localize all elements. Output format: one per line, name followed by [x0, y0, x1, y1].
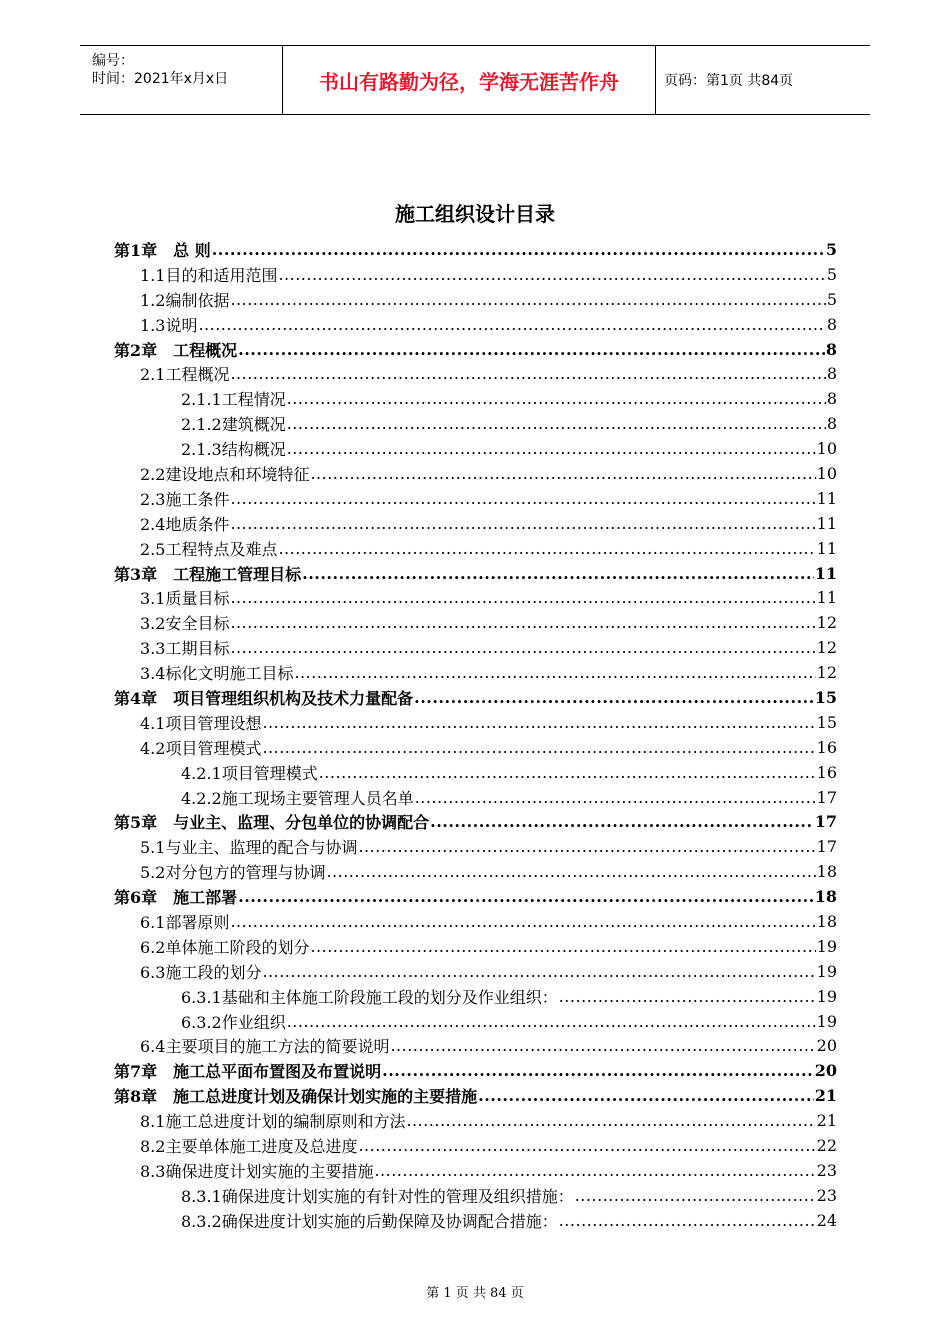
toc-entry-page: 10	[816, 439, 837, 459]
toc-leader-dots	[559, 987, 816, 1006]
toc-entry[interactable]	[114, 386, 837, 411]
toc-entry-page: 11	[814, 563, 837, 583]
toc-entry-text: 2.2建设地点和环境特征	[140, 464, 310, 484]
toc-entry[interactable]	[114, 1108, 837, 1133]
toc-entry-page: 11	[816, 538, 837, 558]
toc-leader-dots	[430, 812, 814, 831]
toc-entry-page: 20	[816, 1036, 837, 1056]
toc-leader-dots	[406, 1111, 815, 1130]
toc-leader-dots	[319, 763, 816, 782]
toc-entry-text: 5.1与业主、监理的配合与协调	[140, 838, 358, 858]
toc-leader-dots	[382, 1061, 814, 1080]
toc-entry[interactable]	[114, 1158, 837, 1183]
toc-entry[interactable]	[114, 312, 837, 337]
toc-entry[interactable]	[114, 1183, 837, 1208]
toc-entry-page: 8	[826, 414, 837, 434]
toc-leader-dots	[230, 638, 815, 657]
toc-entry-page: 5	[826, 264, 837, 284]
toc-leader-dots	[212, 240, 825, 259]
toc-leader-dots	[230, 489, 815, 508]
document-title: 施工组织设计目录	[395, 202, 555, 226]
toc-leader-dots	[230, 290, 825, 309]
toc-entry[interactable]	[114, 685, 837, 710]
toc-entry-page: 16	[816, 737, 837, 757]
toc-entry[interactable]	[114, 984, 837, 1009]
toc-leader-dots	[230, 912, 815, 931]
toc-leader-dots	[287, 439, 816, 458]
toc-leader-dots	[478, 1086, 814, 1105]
toc-entry[interactable]	[114, 1083, 837, 1108]
toc-entry[interactable]	[114, 411, 837, 436]
toc-leader-dots	[287, 414, 826, 433]
toc-entry-text: 2.1.2建筑概况	[181, 415, 286, 435]
toc-entry-text: 8.3.2确保进度计划实施的后勤保障及协调配合措施：	[181, 1211, 558, 1231]
toc-entry-page: 8	[826, 364, 837, 384]
toc-entry[interactable]	[114, 735, 837, 760]
toc-leader-dots	[238, 340, 825, 359]
toc-entry-text: 6.3施工段的划分	[140, 962, 262, 982]
toc-entry-page: 20	[814, 1061, 837, 1081]
toc-leader-dots	[310, 937, 815, 956]
toc-entry-text: 4.2.2施工现场主要管理人员名单	[181, 788, 414, 808]
toc-entry-page: 16	[816, 762, 837, 782]
toc-leader-dots	[310, 464, 815, 483]
toc-entry-page: 17	[816, 787, 837, 807]
toc-entry-page: 24	[816, 1210, 837, 1230]
toc-entry-page: 15	[816, 712, 837, 732]
toc-entry-text: 3.2安全目标	[140, 614, 230, 634]
toc-leader-dots	[390, 1036, 815, 1055]
toc-entry[interactable]	[114, 461, 837, 486]
toc-entry[interactable]	[114, 710, 837, 735]
toc-entry-text: 8.2主要单体施工进度及总进度	[140, 1137, 358, 1156]
toc-entry[interactable]	[114, 959, 837, 984]
toc-entry[interactable]	[114, 635, 837, 660]
toc-leader-dots	[575, 1186, 816, 1205]
toc-entry-text: 2.1工程概况	[140, 365, 230, 385]
header-page-info: 页码：第1页 共84页	[664, 73, 794, 89]
toc-entry-text: 1.1目的和适用范围	[140, 265, 278, 285]
toc-entry-page: 12	[816, 663, 837, 683]
toc-entry-page: 17	[814, 812, 837, 832]
toc-entry[interactable]	[114, 585, 837, 610]
toc-entry[interactable]	[114, 909, 837, 934]
toc-entry[interactable]	[114, 1133, 837, 1158]
toc-entry-page: 23	[816, 1185, 837, 1205]
toc-entry-page: 19	[816, 936, 837, 956]
toc-entry-text: 第5章 与业主、监理、分包单位的协调配合	[114, 813, 430, 833]
toc-entry[interactable]	[114, 1058, 837, 1083]
header-motto: 书山有路勤为径，学海无涯苦作舟	[282, 46, 656, 114]
toc-entry[interactable]	[114, 785, 837, 810]
toc-entry-text: 2.4地质条件	[140, 514, 230, 534]
toc-entry-text: 2.1.1工程情况	[181, 390, 286, 410]
toc-entry-page: 23	[816, 1160, 837, 1180]
toc-entry[interactable]	[114, 610, 837, 635]
toc-entry-page: 18	[814, 887, 837, 907]
toc-entry[interactable]	[114, 262, 837, 287]
toc-entry[interactable]	[114, 436, 837, 461]
toc-leader-dots	[302, 564, 814, 583]
toc-entry-page: 8	[826, 389, 837, 409]
toc-entry[interactable]	[114, 237, 837, 262]
toc-leader-dots	[414, 688, 814, 707]
toc-entry-text: 6.1部署原则	[140, 912, 230, 932]
toc-entry[interactable]	[114, 486, 837, 511]
toc-entry-page: 19	[816, 986, 837, 1006]
toc-entry-page: 17	[816, 837, 837, 857]
toc-leader-dots	[294, 663, 815, 682]
toc-leader-dots	[262, 713, 815, 732]
toc-entry-text: 第6章 施工部署	[114, 888, 238, 908]
toc-leader-dots	[358, 837, 815, 856]
toc-entry-text: 第1章 总 则	[114, 240, 211, 260]
toc-entry-text: 第7章 施工总平面布置图及布置说明	[114, 1062, 382, 1082]
toc-entry-text: 第4章 项目管理组织机构及技术力量配备	[114, 688, 414, 708]
page-footer: 第 1 页 共 84 页	[426, 1286, 524, 1301]
toc-entry-text: 8.1施工总进度计划的编制原则和方法	[140, 1112, 406, 1132]
toc-entry-text: 2.5工程特点及难点	[140, 539, 278, 559]
toc-leader-dots	[326, 862, 815, 881]
toc-entry-text: 8.3确保进度计划实施的主要措施	[140, 1161, 374, 1181]
toc-entry-text: 5.2对分包方的管理与协调	[140, 863, 326, 883]
toc-entry[interactable]	[114, 287, 837, 312]
header-meta	[80, 46, 280, 114]
toc-entry-page: 5	[826, 289, 837, 309]
toc-entry-page: 8	[826, 314, 837, 334]
toc-entry-text: 8.3.1确保进度计划实施的有针对性的管理及组织措施：	[181, 1186, 574, 1206]
toc-leader-dots	[198, 315, 825, 334]
toc-entry-text: 第8章 施工总进度计划及确保计划实施的主要措施	[114, 1087, 478, 1107]
toc-entry[interactable]	[114, 337, 837, 362]
toc-entry[interactable]	[114, 834, 837, 859]
toc-leader-dots	[230, 364, 825, 383]
toc-entry-page: 5	[825, 239, 837, 259]
toc-entry-page: 18	[816, 862, 837, 882]
toc-leader-dots	[278, 265, 825, 284]
header-time-label: 时间：2021年x月x日	[92, 71, 229, 87]
toc-entry-page: 11	[816, 588, 837, 608]
toc-leader-dots	[262, 738, 815, 757]
toc-entry-page: 12	[816, 638, 837, 658]
toc-entry-text: 第2章 工程概况	[114, 340, 238, 360]
toc-leader-dots	[374, 1161, 815, 1180]
toc-entry[interactable]	[114, 1208, 837, 1233]
page-header	[80, 45, 870, 115]
toc-entry-page: 19	[816, 961, 837, 981]
toc-entry[interactable]	[114, 760, 837, 785]
toc-entry-page: 15	[814, 687, 837, 707]
table-of-contents	[114, 237, 837, 1233]
toc-entry-page: 21	[814, 1086, 837, 1106]
toc-leader-dots	[358, 1136, 815, 1155]
toc-entry-page: 22	[816, 1136, 837, 1155]
toc-leader-dots	[278, 539, 815, 558]
toc-entry[interactable]	[114, 809, 837, 834]
toc-entry[interactable]	[114, 536, 837, 561]
toc-leader-dots	[262, 962, 815, 981]
toc-leader-dots	[287, 389, 826, 408]
toc-entry[interactable]	[114, 884, 837, 909]
toc-entry-page: 18	[816, 911, 837, 931]
toc-entry-page: 11	[816, 488, 837, 508]
toc-entry-text: 3.1质量目标	[140, 589, 230, 609]
toc-leader-dots	[230, 588, 815, 607]
toc-entry-page: 12	[816, 613, 837, 633]
toc-entry-page: 21	[816, 1111, 837, 1131]
toc-entry-text: 1.3说明	[140, 315, 198, 335]
toc-entry[interactable]	[114, 859, 837, 884]
toc-entry-text: 4.2项目管理模式	[140, 738, 262, 758]
toc-entry-text: 6.3.1基础和主体施工阶段施工段的划分及作业组织：	[181, 987, 558, 1007]
toc-entry-text: 3.3工期目标	[140, 639, 230, 659]
toc-entry-text: 第3章 工程施工管理目标	[114, 564, 302, 584]
toc-leader-dots	[559, 1211, 816, 1230]
toc-entry[interactable]	[114, 934, 837, 959]
toc-entry[interactable]	[114, 511, 837, 536]
toc-entry-text: 6.2单体施工阶段的划分	[140, 937, 310, 957]
toc-entry-text: 2.3施工条件	[140, 489, 230, 509]
toc-entry-page: 19	[816, 1011, 837, 1031]
toc-entry-text: 1.2编制依据	[140, 290, 230, 310]
toc-entry[interactable]	[114, 361, 837, 386]
toc-leader-dots	[230, 514, 815, 533]
toc-leader-dots	[230, 613, 815, 632]
toc-entry[interactable]	[114, 1009, 837, 1034]
toc-leader-dots	[238, 887, 814, 906]
toc-leader-dots	[287, 1012, 816, 1031]
toc-entry[interactable]	[114, 1034, 837, 1059]
toc-leader-dots	[415, 788, 816, 807]
toc-entry-text: 4.2.1项目管理模式	[181, 763, 318, 783]
toc-entry-text: 3.4标化文明施工目标	[140, 664, 294, 684]
toc-entry[interactable]	[114, 660, 837, 685]
toc-entry-page: 8	[825, 339, 837, 359]
header-number-label: 编号：	[92, 53, 134, 69]
toc-entry-text: 4.1项目管理设想	[140, 713, 262, 733]
toc-entry-page: 11	[816, 513, 837, 533]
toc-entry-page: 10	[816, 463, 837, 483]
toc-entry[interactable]	[114, 561, 837, 586]
toc-entry-text: 6.4主要项目的施工方法的简要说明	[140, 1037, 390, 1057]
toc-entry-text: 6.3.2作业组织	[181, 1012, 286, 1032]
toc-entry-text: 2.1.3结构概况	[181, 440, 286, 460]
